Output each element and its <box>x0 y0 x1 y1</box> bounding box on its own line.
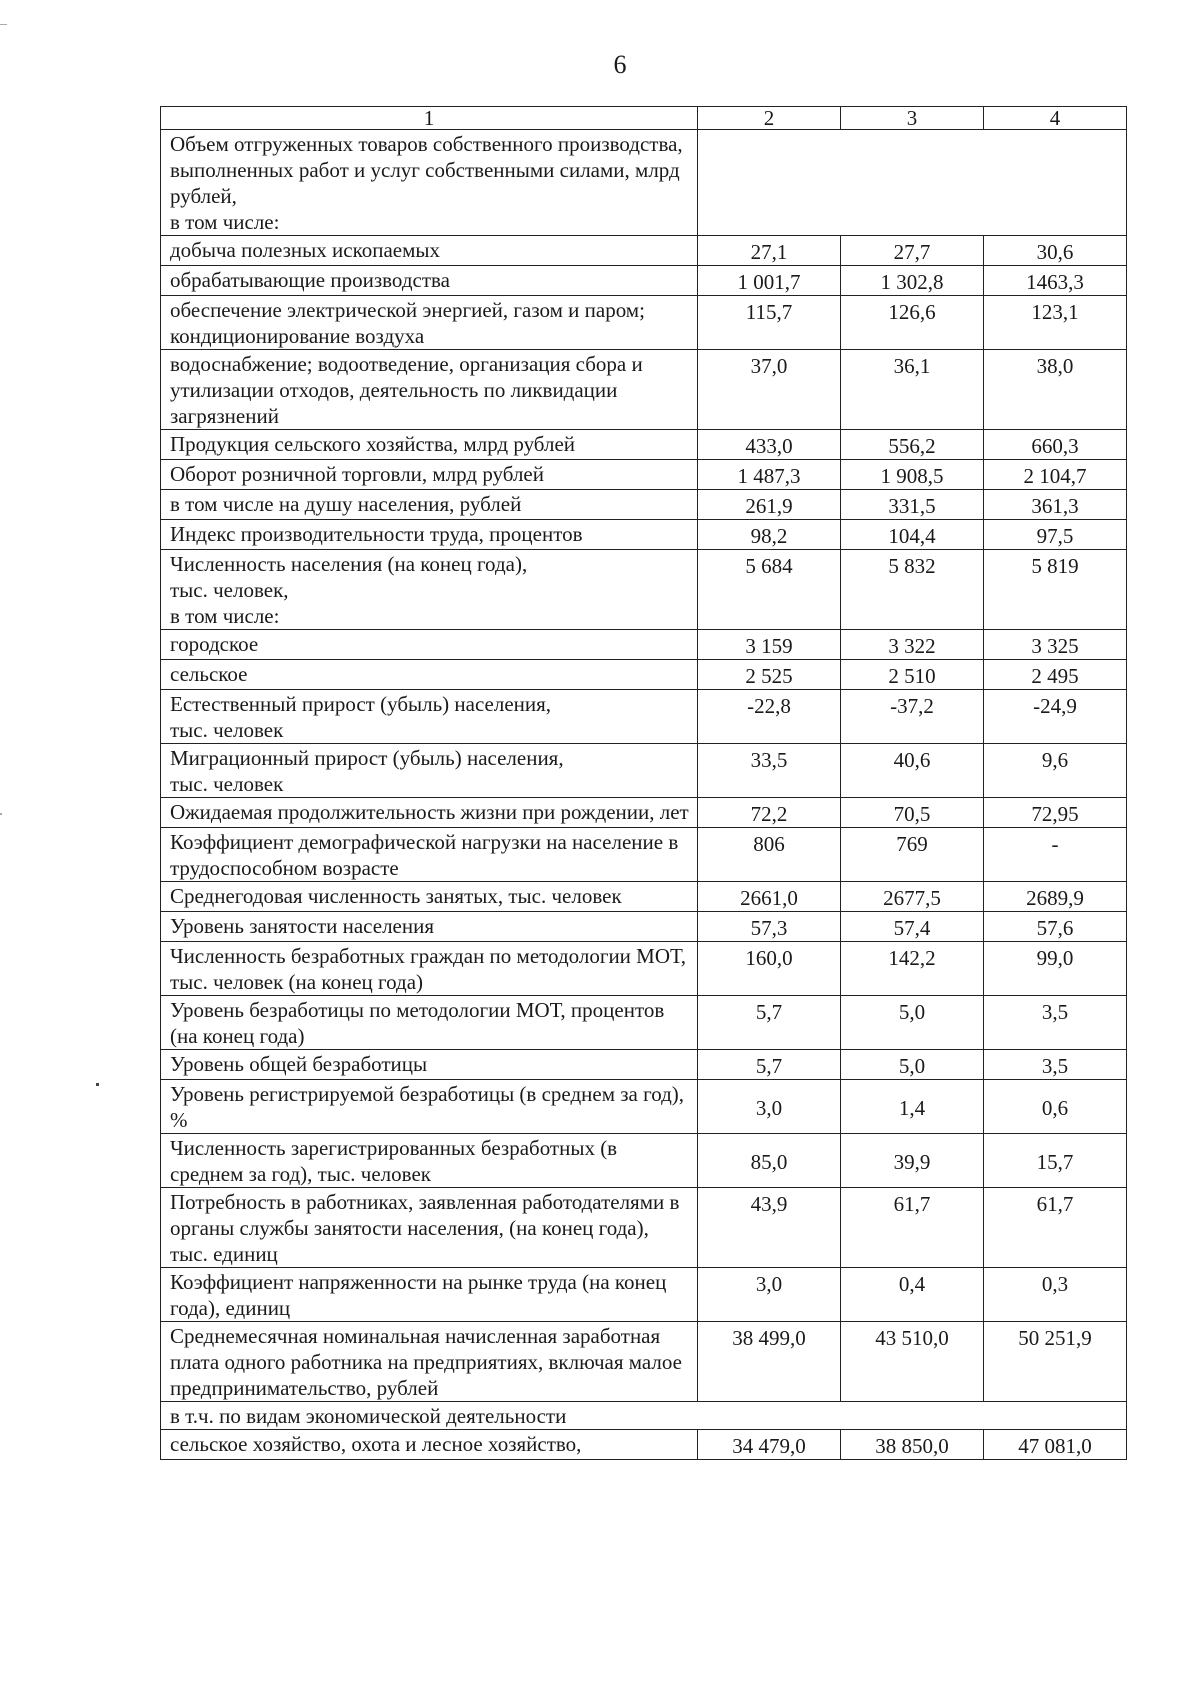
value-cell: 2661,0 <box>698 882 841 912</box>
indicator-label: сельское <box>161 660 698 690</box>
indicator-label: Численность безработных граждан по методологии МОТ, тыс. человек (на конец года) <box>161 942 698 996</box>
table-row <box>161 912 1127 942</box>
value-cell: 261,9 <box>698 490 841 520</box>
table-row <box>161 942 1127 996</box>
value-cell: 9,6 <box>984 744 1127 798</box>
table-row <box>161 296 1127 350</box>
header-cell: 2 <box>698 107 841 130</box>
value-cell: 97,5 <box>984 520 1127 550</box>
table-row <box>161 882 1127 912</box>
value-cell: 3 322 <box>841 630 984 660</box>
value-cell: 1 908,5 <box>841 460 984 490</box>
value-cell: 57,4 <box>841 912 984 942</box>
value-cell: 1,4 <box>841 1080 984 1134</box>
value-cell: 40,6 <box>841 744 984 798</box>
header-cell: 1 <box>161 107 698 130</box>
indicator-label: Среднегодовая численность занятых, тыс. человек <box>161 882 698 912</box>
value-cell: 126,6 <box>841 296 984 350</box>
value-cell: 433,0 <box>698 430 841 460</box>
indicator-label: водоснабжение; водоотведение, организация сбора и утилизации отходов, деятельность по ликвидации загрязнений <box>161 350 698 430</box>
indicator-label: обрабатывающие производства <box>161 266 698 296</box>
table-row <box>161 1268 1127 1322</box>
value-cell: 3,0 <box>698 1268 841 1322</box>
value-cell: 123,1 <box>984 296 1127 350</box>
indicator-label: Уровень занятости населения <box>161 912 698 942</box>
header-cell: 4 <box>984 107 1127 130</box>
scan-margin-mark <box>96 1083 99 1086</box>
table-row <box>161 996 1127 1050</box>
value-cell: 47 081,0 <box>984 1430 1127 1460</box>
value-cell: 39,9 <box>841 1134 984 1188</box>
value-cell: 806 <box>698 828 841 882</box>
value-cell: 3,0 <box>698 1080 841 1134</box>
value-cell: 70,5 <box>841 798 984 828</box>
value-cell: 37,0 <box>698 350 841 430</box>
value-cell: 2 510 <box>841 660 984 690</box>
value-cell: 361,3 <box>984 490 1127 520</box>
value-cell: 61,7 <box>841 1188 984 1268</box>
value-cell: 2689,9 <box>984 882 1127 912</box>
value-cell: 34 479,0 <box>698 1430 841 1460</box>
indicator-label: добыча полезных ископаемых <box>161 236 698 266</box>
table-row <box>161 1188 1127 1268</box>
indicator-label: Миграционный прирост (убыль) населения, тыс. человек <box>161 744 698 798</box>
table-row <box>161 1050 1127 1080</box>
table-row <box>161 1080 1127 1134</box>
indicator-label: Потребность в работниках, заявленная работодателями в органы службы занятости населения, (на конец года), тыс. единиц <box>161 1188 698 1268</box>
empty-values-cell <box>698 130 1127 236</box>
table-row <box>161 350 1127 430</box>
value-cell: 1 302,8 <box>841 266 984 296</box>
value-cell: 33,5 <box>698 744 841 798</box>
value-cell: 2 104,7 <box>984 460 1127 490</box>
indicator-label: сельское хозяйство, охота и лесное хозяйство, <box>161 1430 698 1460</box>
value-cell: 27,7 <box>841 236 984 266</box>
indicator-label: Оборот розничной торговли, млрд рублей <box>161 460 698 490</box>
table-row <box>161 550 1127 630</box>
value-cell: 2 525 <box>698 660 841 690</box>
value-cell: 160,0 <box>698 942 841 996</box>
value-cell: 38 499,0 <box>698 1322 841 1402</box>
indicator-label: Индекс производительности труда, процентов <box>161 520 698 550</box>
value-cell: 1 487,3 <box>698 460 841 490</box>
value-cell: 36,1 <box>841 350 984 430</box>
value-cell: 2677,5 <box>841 882 984 912</box>
header-cell: 3 <box>841 107 984 130</box>
table-row <box>161 630 1127 660</box>
table-row <box>161 828 1127 882</box>
indicator-label: Коэффициент напряженности на рынке труда (на конец года), единиц <box>161 1268 698 1322</box>
value-cell: 0,6 <box>984 1080 1127 1134</box>
value-cell: 85,0 <box>698 1134 841 1188</box>
header-row <box>161 107 1127 130</box>
value-cell: 72,95 <box>984 798 1127 828</box>
value-cell: -22,8 <box>698 690 841 744</box>
indicator-label: Естественный прирост (убыль) населения, тыс. человек <box>161 690 698 744</box>
scan-margin-mark <box>0 813 2 815</box>
table-row <box>161 744 1127 798</box>
indicator-label: Уровень регистрируемой безработицы (в среднем за год), % <box>161 1080 698 1134</box>
value-cell: 115,7 <box>698 296 841 350</box>
indicator-label: Коэффициент демографической нагрузки на население в трудоспособном возрасте <box>161 828 698 882</box>
table-row <box>161 236 1127 266</box>
table-row <box>161 1402 1127 1430</box>
indicator-label: обеспечение электрической энергией, газом и паром; кондиционирование воздуха <box>161 296 698 350</box>
table-row <box>161 1134 1127 1188</box>
value-cell: 3 159 <box>698 630 841 660</box>
table-row <box>161 690 1127 744</box>
value-cell: 1463,3 <box>984 266 1127 296</box>
indicator-label: Продукция сельского хозяйства, млрд рублей <box>161 430 698 460</box>
value-cell: 5,0 <box>841 1050 984 1080</box>
table-row <box>161 660 1127 690</box>
indicator-label: Уровень общей безработицы <box>161 1050 698 1080</box>
indicators-table <box>160 106 1127 1460</box>
table-row <box>161 520 1127 550</box>
indicator-label: Уровень безработицы по методологии МОТ, процентов (на конец года) <box>161 996 698 1050</box>
table-row <box>161 490 1127 520</box>
value-cell: 43 510,0 <box>841 1322 984 1402</box>
value-cell: 5,0 <box>841 996 984 1050</box>
table-row <box>161 798 1127 828</box>
value-cell: 769 <box>841 828 984 882</box>
indicator-label: Численность зарегистрированных безработных (в среднем за год), тыс. человек <box>161 1134 698 1188</box>
value-cell: 5 832 <box>841 550 984 630</box>
value-cell: 61,7 <box>984 1188 1127 1268</box>
page-number: 6 <box>613 50 627 79</box>
value-cell: 3,5 <box>984 1050 1127 1080</box>
value-cell: 5 684 <box>698 550 841 630</box>
value-cell: 50 251,9 <box>984 1322 1127 1402</box>
value-cell: 3,5 <box>984 996 1127 1050</box>
value-cell: 43,9 <box>698 1188 841 1268</box>
value-cell: 660,3 <box>984 430 1127 460</box>
value-cell: 3 325 <box>984 630 1127 660</box>
indicator-label: Численность населения (на конец года), тыс. человек, в том числе: <box>161 550 698 630</box>
value-cell: 0,3 <box>984 1268 1127 1322</box>
value-cell: 57,6 <box>984 912 1127 942</box>
value-cell: 331,5 <box>841 490 984 520</box>
value-cell: 5 819 <box>984 550 1127 630</box>
value-cell: 142,2 <box>841 942 984 996</box>
table-row <box>161 266 1127 296</box>
value-cell: -37,2 <box>841 690 984 744</box>
value-cell: 72,2 <box>698 798 841 828</box>
value-cell: -24,9 <box>984 690 1127 744</box>
value-cell: 5,7 <box>698 1050 841 1080</box>
indicator-label: городское <box>161 630 698 660</box>
value-cell: 98,2 <box>698 520 841 550</box>
value-cell: 38 850,0 <box>841 1430 984 1460</box>
table-row <box>161 130 1127 236</box>
value-cell: 30,6 <box>984 236 1127 266</box>
value-cell: 1 001,7 <box>698 266 841 296</box>
value-cell: 2 495 <box>984 660 1127 690</box>
table-row <box>161 460 1127 490</box>
indicator-label: Ожидаемая продолжительность жизни при рождении, лет <box>161 798 698 828</box>
indicator-label: Среднемесячная номинальная начисленная заработная плата одного работника на предприятиях, включая малое предпринимательство, рублей <box>161 1322 698 1402</box>
value-cell: 104,4 <box>841 520 984 550</box>
indicator-label: в том числе на душу населения, рублей <box>161 490 698 520</box>
value-cell: - <box>984 828 1127 882</box>
indicator-label: в т.ч. по видам экономической деятельности <box>161 1402 1127 1430</box>
value-cell: 0,4 <box>841 1268 984 1322</box>
table-row <box>161 1322 1127 1402</box>
value-cell: 15,7 <box>984 1134 1127 1188</box>
value-cell: 27,1 <box>698 236 841 266</box>
scan-margin-mark <box>0 24 7 25</box>
value-cell: 5,7 <box>698 996 841 1050</box>
value-cell: 556,2 <box>841 430 984 460</box>
table-row <box>161 430 1127 460</box>
value-cell: 38,0 <box>984 350 1127 430</box>
value-cell: 57,3 <box>698 912 841 942</box>
indicator-label: Объем отгруженных товаров собственного производства, выполненных работ и услуг собственными силами, млрд рублей, в том числе: <box>161 130 698 236</box>
value-cell: 99,0 <box>984 942 1127 996</box>
table-row <box>161 1430 1127 1460</box>
